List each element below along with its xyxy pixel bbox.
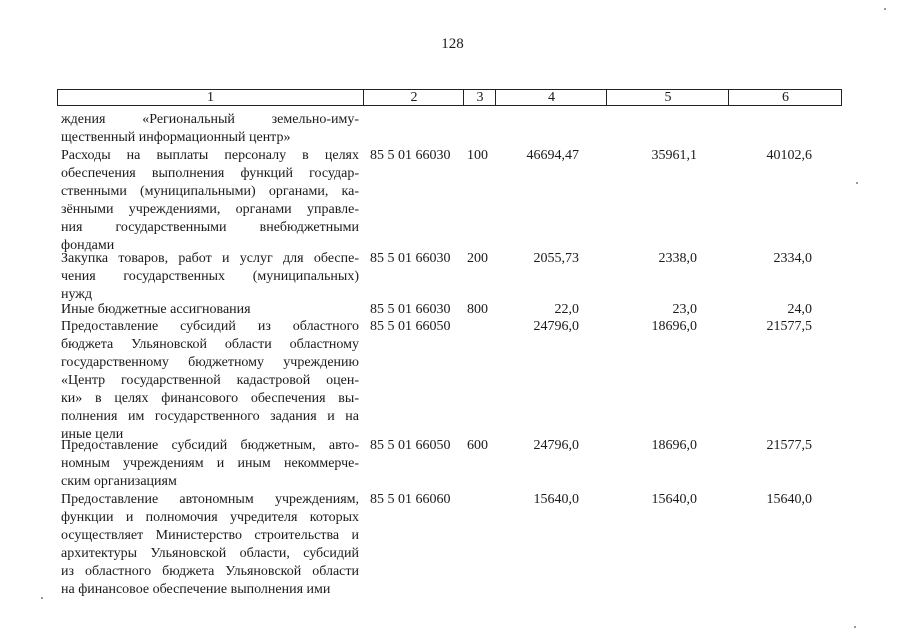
row-value-4: 15640,0 (533, 492, 579, 507)
description-line: зёнными учреждениями, органами управле- (61, 202, 359, 217)
row-code: 85 5 01 66030 (370, 148, 451, 163)
description-line: ки» в целях финансового обеспечения вы- (61, 391, 359, 406)
row-value-5: 2338,0 (658, 251, 697, 266)
row-code: 85 5 01 66050 (370, 319, 451, 334)
description-line: функции и полномочия учредителя которых (61, 510, 359, 525)
row-description (61, 437, 359, 491)
description-line: ским организациям (61, 474, 177, 489)
description-line: государственному бюджетному учреждению (61, 355, 359, 370)
row-value-4: 2055,73 (533, 251, 579, 266)
description-line: щественный информационный центр» (61, 130, 291, 145)
row-value-5: 18696,0 (651, 438, 697, 453)
row-description (61, 491, 359, 599)
description-line: Предоставление субсидий бюджетным, авто- (61, 438, 359, 453)
row-value-5: 35961,1 (651, 148, 697, 163)
row-value-6: 21577,5 (766, 438, 812, 453)
description-line: бюджета Ульяновской области областному (61, 337, 359, 352)
description-line: нужд (61, 287, 93, 302)
description-line: из областного бюджета Ульяновской области (61, 564, 359, 579)
row-value-6: 24,0 (787, 302, 812, 317)
description-line: Предоставление автономным учреждениям, (61, 492, 359, 507)
header-col-6: 6 (728, 90, 842, 105)
scan-speck (856, 182, 858, 184)
row-expense-type: 200 (467, 251, 488, 266)
row-value-5: 23,0 (672, 302, 697, 317)
row-description (61, 250, 359, 304)
row-code: 85 5 01 66050 (370, 438, 451, 453)
header-col-2: 2 (363, 90, 464, 105)
scan-speck (854, 626, 856, 628)
row-description (61, 301, 359, 319)
scan-speck (41, 597, 43, 599)
header-col-5: 5 (606, 90, 729, 105)
description-line: Предоставление субсидий из областного (61, 319, 359, 334)
row-value-4: 24796,0 (533, 319, 579, 334)
row-value-4: 22,0 (554, 302, 579, 317)
row-value-5: 18696,0 (651, 319, 697, 334)
row-description (61, 147, 359, 255)
row-expense-type: 600 (467, 438, 488, 453)
row-value-4: 24796,0 (533, 438, 579, 453)
row-value-5: 15640,0 (651, 492, 697, 507)
row-expense-type: 100 (467, 148, 488, 163)
description-line: архитектуры Ульяновской области, субсидий (61, 546, 359, 561)
description-line: номным учреждениям и иным некоммерче- (61, 456, 359, 471)
description-line: полнения им государственного задания и на (61, 409, 359, 424)
description-line: ния государственными внебюджетными (61, 220, 359, 235)
page-number: 128 (441, 36, 464, 52)
description-line: на финансовое обеспечение выполнения ими (61, 582, 331, 597)
description-line: Расходы на выплаты персоналу в целях (61, 148, 359, 163)
description-line: «Центр государственной кадастровой оцен- (61, 373, 359, 388)
row-expense-type: 800 (467, 302, 488, 317)
row-value-6: 15640,0 (766, 492, 812, 507)
description-line: иные цели (61, 427, 124, 442)
row-value-4: 46694,47 (526, 148, 579, 163)
description-line: обеспечения выполнения функций государ- (61, 166, 359, 181)
row-description (61, 318, 359, 444)
header-col-1: 1 (207, 90, 214, 105)
row-value-6: 21577,5 (766, 319, 812, 334)
description-line: Иные бюджетные ассигнования (61, 302, 251, 317)
description-line: чения государственных (муниципальных) (61, 269, 359, 284)
header-col-3: 3 (463, 90, 496, 105)
description-line: ждения «Региональный земельно-иму- (61, 112, 359, 127)
description-line: фондами (61, 238, 115, 253)
row-code: 85 5 01 66060 (370, 492, 451, 507)
row-code: 85 5 01 66030 (370, 251, 451, 266)
table-header (57, 89, 842, 106)
row-value-6: 40102,6 (766, 148, 812, 163)
header-col-4: 4 (495, 90, 607, 105)
description-line: осуществляет Министерство строительства и (61, 528, 359, 543)
row-description (61, 111, 359, 147)
description-line: Закупка товаров, работ и услуг для обеспе- (61, 251, 359, 266)
row-code: 85 5 01 66030 (370, 302, 451, 317)
scan-speck (884, 8, 886, 10)
row-value-6: 2334,0 (773, 251, 812, 266)
description-line: ственными (муниципальными) органами, ка- (61, 184, 359, 199)
